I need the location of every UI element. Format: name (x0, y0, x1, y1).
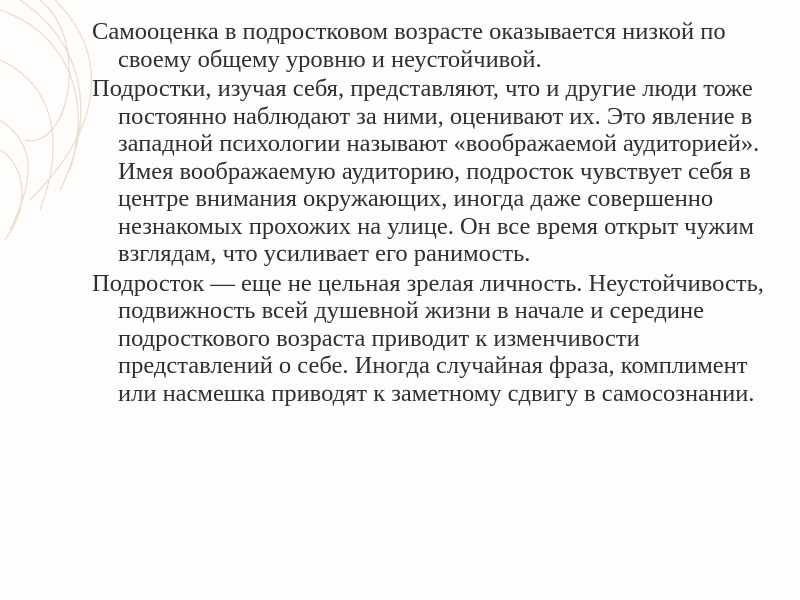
paragraph-imaginary-audience: Подростки, изучая себя, представляют, что и другие люди тоже постоянно наблюдают за ними, оценивают их. Это явление в западной психологии называют «воображаемой аудиторией». Имея воображаемую аудиторию, подросток чувствует себя в центре внимания окружающих, иногда даже совершенно незнакомых прохожих на улице. Он все время открыт чужим взглядам, что усиливает его ранимость. (92, 75, 760, 267)
decor-curve (0, 10, 78, 170)
decor-curve (0, 60, 53, 210)
paragraph-self-esteem: Самооценка в подростковом возрасте оказывается низкой по своему общему уровню и неустойчивой. (92, 18, 726, 73)
paragraph-unstable-personality: Подросток — еще не цельная зрелая личность. Неустойчивость, подвижность всей душевной жизни в начале и середине подросткового возраста приводит к изменчивости представлений о себе. Иногда случайная фраза, комплимент или насмешка приводят к заметному сдвигу в самосознании. (92, 269, 764, 407)
slide-text-body (92, 18, 782, 600)
decor-curve (0, 150, 22, 240)
decor-curve (20, 0, 81, 190)
decor-curve (25, 0, 69, 141)
decor-curve (0, 120, 28, 230)
decor-curve (30, 0, 92, 200)
